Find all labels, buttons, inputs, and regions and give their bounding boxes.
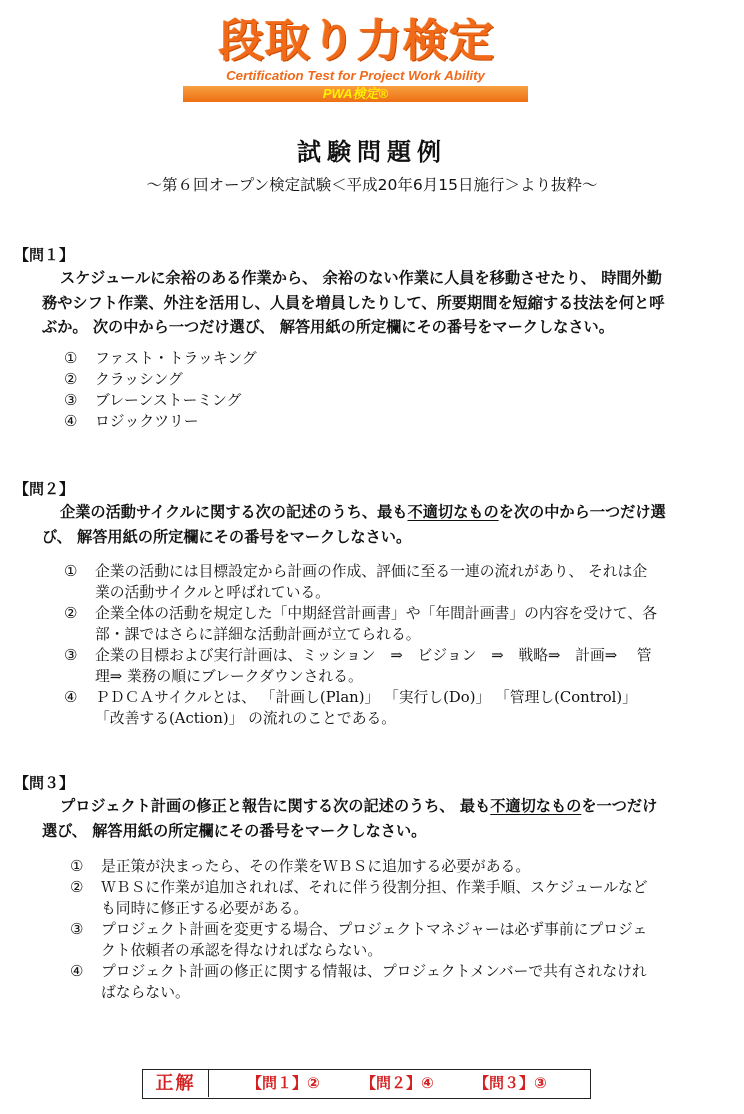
question-line: び、 解答用紙の所定欄にその番号をマークしなさい。 xyxy=(42,527,412,546)
option-number: ③ xyxy=(64,647,78,664)
option-number: ① xyxy=(64,350,78,367)
question-line xyxy=(42,500,666,525)
option-line: 理⇒ 業務の順にブレークダウンされる。 xyxy=(95,668,363,685)
question-text-part: を一つだけ xyxy=(581,797,658,815)
emphasis-underline: 不適切なもの xyxy=(407,503,499,521)
question-line xyxy=(42,794,657,819)
option-number: ④ xyxy=(64,413,78,430)
option-number: ① xyxy=(70,858,84,875)
question-line: 務やシフト作業、外注を活用し、人員を増員したりして、所要期間を短縮する技法を何と呼 xyxy=(42,293,665,312)
option-line: プロジェクト計画を変更する場合、プロジェクトマネジャーは必ず事前にプロジェ xyxy=(101,921,648,938)
logo-badge: PWA検定® xyxy=(322,86,389,101)
option-line: 企業全体の活動を規定した「中期経営計画書」や「年間計画書」の内容を受けて、各 xyxy=(95,605,657,622)
option-text xyxy=(95,687,637,729)
option-text: ファスト・トラッキング xyxy=(95,350,257,367)
option-text xyxy=(101,919,647,961)
option-text xyxy=(95,603,657,645)
option-text: 是正策が決まったら、その作業をＷＢＳに追加する必要がある。 xyxy=(101,858,531,875)
option-number: ③ xyxy=(64,392,78,409)
option-text xyxy=(95,561,647,603)
logo-title: 段取り力検定 xyxy=(218,14,495,67)
question-line: スケジュールに余裕のある作業から、 余裕のない作業に人員を移動させたり、 時間外勤 xyxy=(60,269,662,287)
option-text xyxy=(101,877,648,919)
question-line: 選び、 解答用紙の所定欄にその番号をマークしなさい。 xyxy=(42,821,427,840)
option-line: 「改善する(Action)」 の流れのことである。 xyxy=(95,710,397,727)
option-line: ＰＤＣＡサイクルとは、 「計画し(Plan)」 「実行し(Do)」 「管理し(Control)」 xyxy=(95,689,637,706)
logo-subtitle: Certification Test for Project Work Ability xyxy=(226,68,485,83)
option-line: 企業の活動には目標設定から計画の作成、評価に至る一連の流れがあり、 それは企 xyxy=(95,563,648,580)
answer-item: 【問３】③ xyxy=(474,1074,547,1092)
option-line: プロジェクト計画の修正に関する情報は、プロジェクトメンバーで共有されなけれ xyxy=(101,963,647,980)
option-line: ＷＢＳに作業が追加されれば、それに伴う役割分担、作業手順、スケジュールなど xyxy=(101,879,648,896)
question-text xyxy=(42,794,657,843)
page-title: 試験問題例 xyxy=(297,137,447,166)
question-text xyxy=(42,500,666,549)
option-number: ④ xyxy=(70,963,84,980)
emphasis-underline: 不適切なもの xyxy=(490,797,582,815)
question-text xyxy=(42,266,664,340)
pwa-logo xyxy=(183,14,528,102)
option-number: ④ xyxy=(64,689,78,706)
question-text-part: を次の中から一つだけ選 xyxy=(498,503,666,521)
question-text-part: プロジェクト計画の修正と報告に関する次の記述のうち、 最も xyxy=(60,797,491,815)
question-label: 【問２】 xyxy=(14,480,75,498)
question-text-part: 企業の活動サイクルに関する次の記述のうち、最も xyxy=(60,503,408,521)
option-text: ブレーンストーミング xyxy=(95,392,242,409)
question-line: ぶか。 次の中から一つだけ選び、 解答用紙の所定欄にその番号をマークしなさい。 xyxy=(42,318,614,336)
option-line: も同時に修正する必要がある。 xyxy=(101,900,309,917)
option-number: ② xyxy=(70,879,84,896)
option-number: ① xyxy=(64,563,78,580)
option-line: ばならない。 xyxy=(101,984,190,1001)
option-text: ロジックツリー xyxy=(95,413,199,430)
question-label: 【問３】 xyxy=(14,774,75,792)
answer-item: 【問１】② xyxy=(247,1074,320,1092)
option-number: ③ xyxy=(70,921,84,938)
option-line: 企業の目標および実行計画は、ミッション ⇒ ビジョン ⇒ 戦略⇒ 計画⇒ 管 xyxy=(95,647,652,664)
option-line: クト依頼者の承認を得なければならない。 xyxy=(101,942,383,959)
option-number: ② xyxy=(64,371,78,388)
option-number: ② xyxy=(64,605,78,622)
option-line: 業の活動サイクルと呼ばれている。 xyxy=(95,584,330,601)
page-subtitle: ～第６回オープン検定試験＜平成20年6月15日施行＞より抜粋～ xyxy=(146,176,598,194)
answer-box xyxy=(142,1069,591,1099)
option-text: クラッシング xyxy=(95,371,183,388)
option-text xyxy=(101,961,647,1003)
answer-label: 正解 xyxy=(143,1070,209,1097)
option-text xyxy=(95,645,652,687)
option-line: 部・課ではさらに詳細な活動計画が立てられる。 xyxy=(95,626,421,643)
answer-item: 【問２】④ xyxy=(361,1074,434,1092)
question-label: 【問１】 xyxy=(14,246,75,264)
